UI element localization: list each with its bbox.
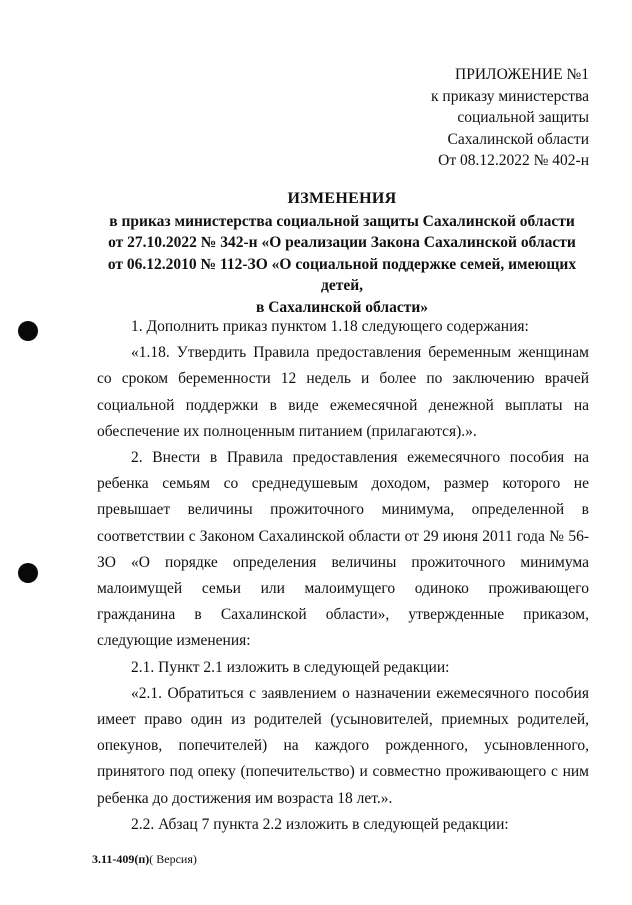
- punch-hole-mark: [18, 563, 38, 583]
- title-heading: ИЗМЕНЕНИЯ: [287, 190, 397, 207]
- document-body: [97, 314, 589, 838]
- title-line: в приказ министерства социальной защиты Сахалинской области: [109, 212, 575, 230]
- document-version: ( Версия): [149, 852, 197, 866]
- paragraph: «2.1. Обратиться с заявлением о назначении ежемесячного пособия имеет право один из родителей (усыновителей, приемных родителей, опекунов, попечителей) на каждого рожденного, усыновленного, принятого под опеку (попечительство) и совместно проживающего с ним ребенка до достижения им возраста 18 лет.».: [97, 684, 589, 807]
- appendix-line: ПРИЛОЖЕНИЕ №1: [455, 66, 589, 83]
- title-line: в Сахалинской области»: [255, 298, 429, 316]
- appendix-line: От 08.12.2022 № 402-н: [438, 152, 589, 169]
- appendix-line: социальной защиты: [457, 109, 589, 126]
- document-code: 3.11-409(п): [92, 852, 150, 866]
- paragraph: 2.2. Абзац 7 пункта 2.2 изложить в следующей редакции:: [131, 815, 509, 833]
- appendix-header: [431, 64, 589, 172]
- appendix-line: к приказу министерства: [431, 87, 589, 105]
- punch-hole-mark: [18, 321, 38, 341]
- paragraph: 2.1. Пункт 2.1 изложить в следующей редакции:: [131, 658, 450, 676]
- paragraph: «1.18. Утвердить Правила предоставления беременным женщинам со сроком беременности 12 недель и более по заключению врачей социальной поддержки в виде ежемесячной денежной выплаты на обеспечение их полноценным питанием (прилагаются).».: [97, 344, 589, 440]
- title-line: от 27.10.2022 № 342-н «О реализации Закона Сахалинской области: [108, 234, 576, 251]
- document-footer: [92, 851, 197, 867]
- paragraph: 1. Дополнить приказ пунктом 1.18 следующего содержания:: [131, 318, 529, 335]
- appendix-line: Сахалинской области: [447, 130, 589, 148]
- title-line: от 06.12.2010 № 112-ЗО «О социальной поддержке семей, имеющих детей,: [107, 255, 577, 294]
- paragraph: 2. Внести в Правила предоставления ежемесячного пособия на ребенка семьям со среднедушевым доходом, размер которого не превышает величины прожиточного минимума, определенной в соответствии с Законом Сахалинской области от 29 июня 2011 года № 56-ЗО «О порядке определения величины прожиточного минимума малоимущей семьи или малоимущего одиноко проживающего гражданина в Сахалинской области», утвержденные приказом, следующие изменения:: [97, 449, 589, 650]
- document-title: [92, 188, 592, 318]
